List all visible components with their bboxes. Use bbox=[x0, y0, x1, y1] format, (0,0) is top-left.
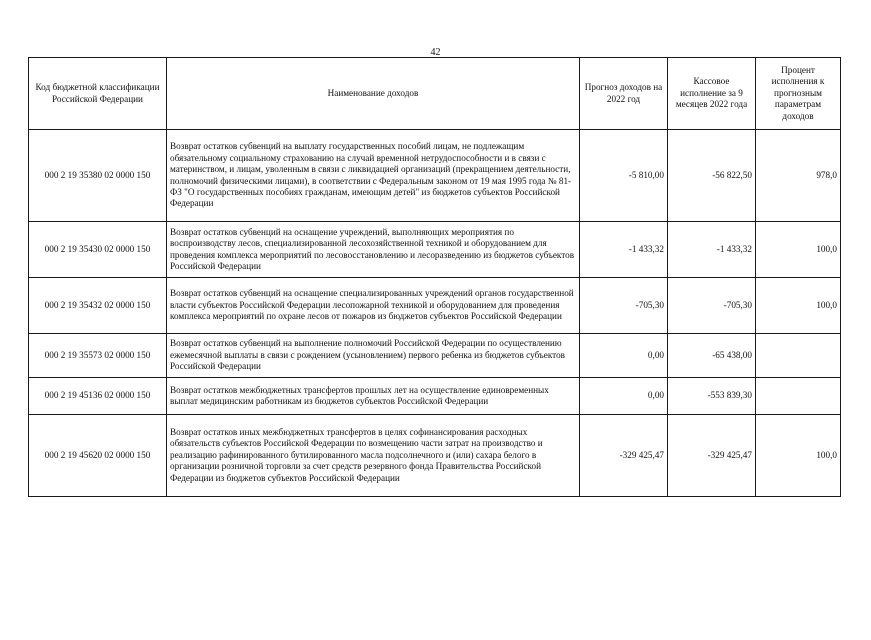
header-cash: Кассовое исполнение за 9 месяцев 2022 года bbox=[668, 58, 756, 130]
cell-code: 000 2 19 45136 02 0000 150 bbox=[29, 378, 167, 415]
cell-forecast: 0,00 bbox=[580, 334, 668, 378]
cell-name: Возврат остатков субвенций на выплату государственных пособий лицам, не подлежащим обязательному социальному страхованию на случай временной нетрудоспособности и в связи с материнством, и лицам, уволенным в связи с ликвидацией организаций (прекращением деятельности, полномочий физическими лицами), в соответствии с Федеральным законом от 19 мая 1995 года № 81-ФЗ "О государственных пособиях гражданам, имеющим детей" из бюджетов субъектов Российской Федерации bbox=[167, 130, 580, 222]
cell-cash: -553 839,30 bbox=[668, 378, 756, 415]
cell-forecast: -5 810,00 bbox=[580, 130, 668, 222]
cell-percent: 978,0 bbox=[756, 130, 841, 222]
header-name: Наименование доходов bbox=[167, 58, 580, 130]
cell-code: 000 2 19 35573 02 0000 150 bbox=[29, 334, 167, 378]
cell-cash: -705,30 bbox=[668, 278, 756, 334]
table-row bbox=[29, 130, 841, 222]
cell-forecast: -329 425,47 bbox=[580, 415, 668, 497]
table-row bbox=[29, 334, 841, 378]
cell-code: 000 2 19 35430 02 0000 150 bbox=[29, 222, 167, 278]
cell-cash: -56 822,50 bbox=[668, 130, 756, 222]
cell-name: Возврат остатков субвенций на выполнение полномочий Российской Федерации по осуществлению ежемесячной выплаты в связи с рождением (усыновлением) первого ребенка из бюджетов субъектов Российской Федерации bbox=[167, 334, 580, 378]
cell-cash: -1 433,32 bbox=[668, 222, 756, 278]
table-row bbox=[29, 415, 841, 497]
cell-percent bbox=[756, 334, 841, 378]
revenue-table bbox=[28, 57, 841, 497]
table-row bbox=[29, 222, 841, 278]
table-row bbox=[29, 278, 841, 334]
cell-percent: 100,0 bbox=[756, 415, 841, 497]
cell-name: Возврат остатков субвенций на оснащение специализированных учреждений органов государственной власти субъектов Российской Федерации лесопожарной техникой и оборудованием для проведения комплекса мероприятий по охране лесов от пожаров из бюджетов субъектов Российской Федерации bbox=[167, 278, 580, 334]
table-row bbox=[29, 378, 841, 415]
table-header-row bbox=[29, 58, 841, 130]
cell-code: 000 2 19 45620 02 0000 150 bbox=[29, 415, 167, 497]
cell-percent: 100,0 bbox=[756, 278, 841, 334]
cell-forecast: -1 433,32 bbox=[580, 222, 668, 278]
header-code: Код бюджетной классификации Российской Федерации bbox=[29, 58, 167, 130]
cell-forecast: 0,00 bbox=[580, 378, 668, 415]
cell-name: Возврат остатков межбюджетных трансфертов прошлых лет на осуществление единовременных выплат медицинским работникам из бюджетов субъектов Российской Федерации bbox=[167, 378, 580, 415]
page-number: 42 bbox=[430, 47, 441, 58]
header-percent: Процент исполнения к прогнозным параметрам доходов bbox=[756, 58, 841, 130]
cell-cash: -65 438,00 bbox=[668, 334, 756, 378]
cell-code: 000 2 19 35380 02 0000 150 bbox=[29, 130, 167, 222]
cell-name: Возврат остатков иных межбюджетных трансфертов в целях софинансирования расходных обязательств субъектов Российской Федерации по возмещению части затрат на производство и реализацию рафинированного бутилированного масла подсолнечного и (или) сахара белого в организации розничной торговли за счет средств резервного фонда Правительства Российской Федерации из бюджетов субъектов Российской Федерации bbox=[167, 415, 580, 497]
cell-cash: -329 425,47 bbox=[668, 415, 756, 497]
cell-name: Возврат остатков субвенций на оснащение учреждений, выполняющих мероприятия по воспроизводству лесов, специализированной лесохозяйственной техникой и оборудованием для проведения комплекса мероприятий по лесовосстановлению и лесоразведению из бюджетов субъектов Российской Федерации bbox=[167, 222, 580, 278]
header-forecast: Прогноз доходов на 2022 год bbox=[580, 58, 668, 130]
cell-percent: 100,0 bbox=[756, 222, 841, 278]
cell-code: 000 2 19 35432 02 0000 150 bbox=[29, 278, 167, 334]
cell-percent bbox=[756, 378, 841, 415]
cell-forecast: -705,30 bbox=[580, 278, 668, 334]
